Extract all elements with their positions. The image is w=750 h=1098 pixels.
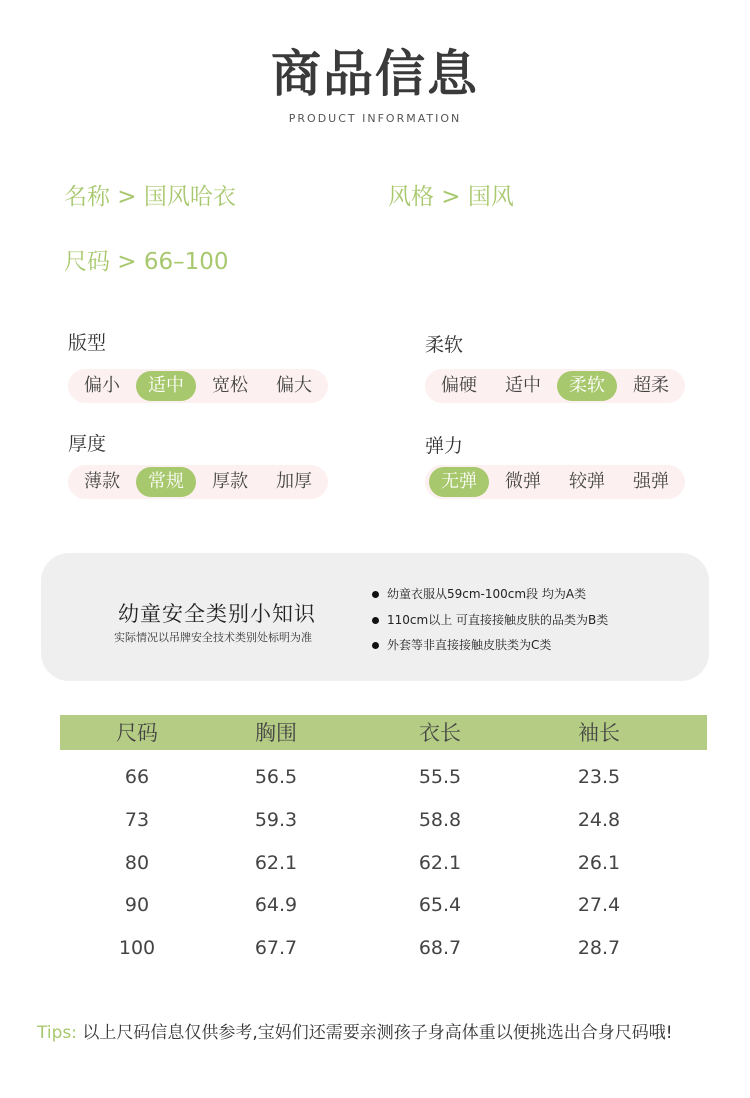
option-fit-3[interactable]: 偏大 xyxy=(276,375,312,396)
option-thickness-0[interactable]: 薄款 xyxy=(84,471,120,492)
attr-label-fit: 版型 xyxy=(68,332,107,354)
table-header-chest: 胸围 xyxy=(255,721,297,745)
table-cell: 58.8 xyxy=(418,809,462,831)
table-cell: 80 xyxy=(124,852,150,874)
bullet-dot-icon xyxy=(372,617,379,624)
tips-text: 以上尺码信息仅供参考,宝妈们还需要亲测孩子身高体重以便挑选出合身尺码哦! xyxy=(82,1023,673,1043)
option-thickness-2[interactable]: 厚款 xyxy=(212,471,248,492)
table-header-sleeve: 袖长 xyxy=(578,721,620,745)
table-cell: 23.5 xyxy=(577,766,621,788)
safety-subtitle: 实际情况以吊牌安全技术类别处标明为准 xyxy=(114,631,312,644)
attr-label-softness: 柔软 xyxy=(425,334,464,356)
info-style: 风格 > 国风 xyxy=(388,184,514,210)
bullet-dot-icon xyxy=(372,642,379,649)
safety-bullet: 幼童衣服从59cm-100cm段 均为A类 xyxy=(372,585,586,602)
info-name: 名称 > 国风哈衣 xyxy=(64,184,236,210)
option-fit-1[interactable]: 适中 xyxy=(136,371,196,401)
option-thickness-3[interactable]: 加厚 xyxy=(276,471,312,492)
option-group-softness xyxy=(425,369,685,403)
option-softness-0[interactable]: 偏硬 xyxy=(441,375,477,396)
attr-label-elasticity: 弹力 xyxy=(425,435,464,457)
table-cell: 62.1 xyxy=(254,852,298,874)
table-cell: 59.3 xyxy=(254,809,298,831)
table-cell: 66 xyxy=(124,766,150,788)
table-cell: 26.1 xyxy=(577,852,621,874)
safety-bullet: 外套等非直接接触皮肤类为C类 xyxy=(372,636,551,653)
table-cell: 28.7 xyxy=(577,937,621,959)
table-cell: 27.4 xyxy=(577,894,621,916)
tips-label: Tips: xyxy=(37,1023,77,1043)
option-elasticity-1[interactable]: 微弹 xyxy=(505,471,541,492)
option-elasticity-0[interactable]: 无弹 xyxy=(429,467,489,497)
table-header-size: 尺码 xyxy=(116,721,158,745)
option-elasticity-3[interactable]: 强弹 xyxy=(633,471,669,492)
option-fit-2[interactable]: 宽松 xyxy=(212,375,248,396)
option-thickness-1[interactable]: 常规 xyxy=(136,467,196,497)
safety-title: 幼童安全类别小知识 xyxy=(118,602,316,626)
table-cell: 68.7 xyxy=(418,937,462,959)
table-cell: 100 xyxy=(118,937,156,959)
table-header-length: 衣长 xyxy=(419,721,461,745)
attr-label-thickness: 厚度 xyxy=(68,433,107,455)
option-group-fit xyxy=(68,369,328,403)
table-cell: 62.1 xyxy=(418,852,462,874)
option-fit-0[interactable]: 偏小 xyxy=(84,375,120,396)
table-cell: 64.9 xyxy=(254,894,298,916)
table-cell: 65.4 xyxy=(418,894,462,916)
table-cell: 56.5 xyxy=(254,766,298,788)
table-cell: 55.5 xyxy=(418,766,462,788)
page-subtitle: PRODUCT INFORMATION xyxy=(288,112,462,125)
option-elasticity-2[interactable]: 较弹 xyxy=(569,471,605,492)
option-softness-1[interactable]: 适中 xyxy=(505,375,541,396)
table-cell: 90 xyxy=(124,894,150,916)
safety-bullet: 110cm以上 可直接接触皮肤的品类为B类 xyxy=(372,611,608,628)
page-title: 商品信息 xyxy=(271,45,479,103)
tips-line xyxy=(37,1018,673,1043)
table-cell: 24.8 xyxy=(577,809,621,831)
table-cell: 73 xyxy=(124,809,150,831)
info-size: 尺码 > 66–100 xyxy=(64,249,229,275)
bullet-dot-icon xyxy=(372,591,379,598)
option-softness-2[interactable]: 柔软 xyxy=(557,371,617,401)
table-cell: 67.7 xyxy=(254,937,298,959)
option-group-thickness xyxy=(68,465,328,499)
option-group-elasticity xyxy=(425,465,685,499)
option-softness-3[interactable]: 超柔 xyxy=(633,375,669,396)
